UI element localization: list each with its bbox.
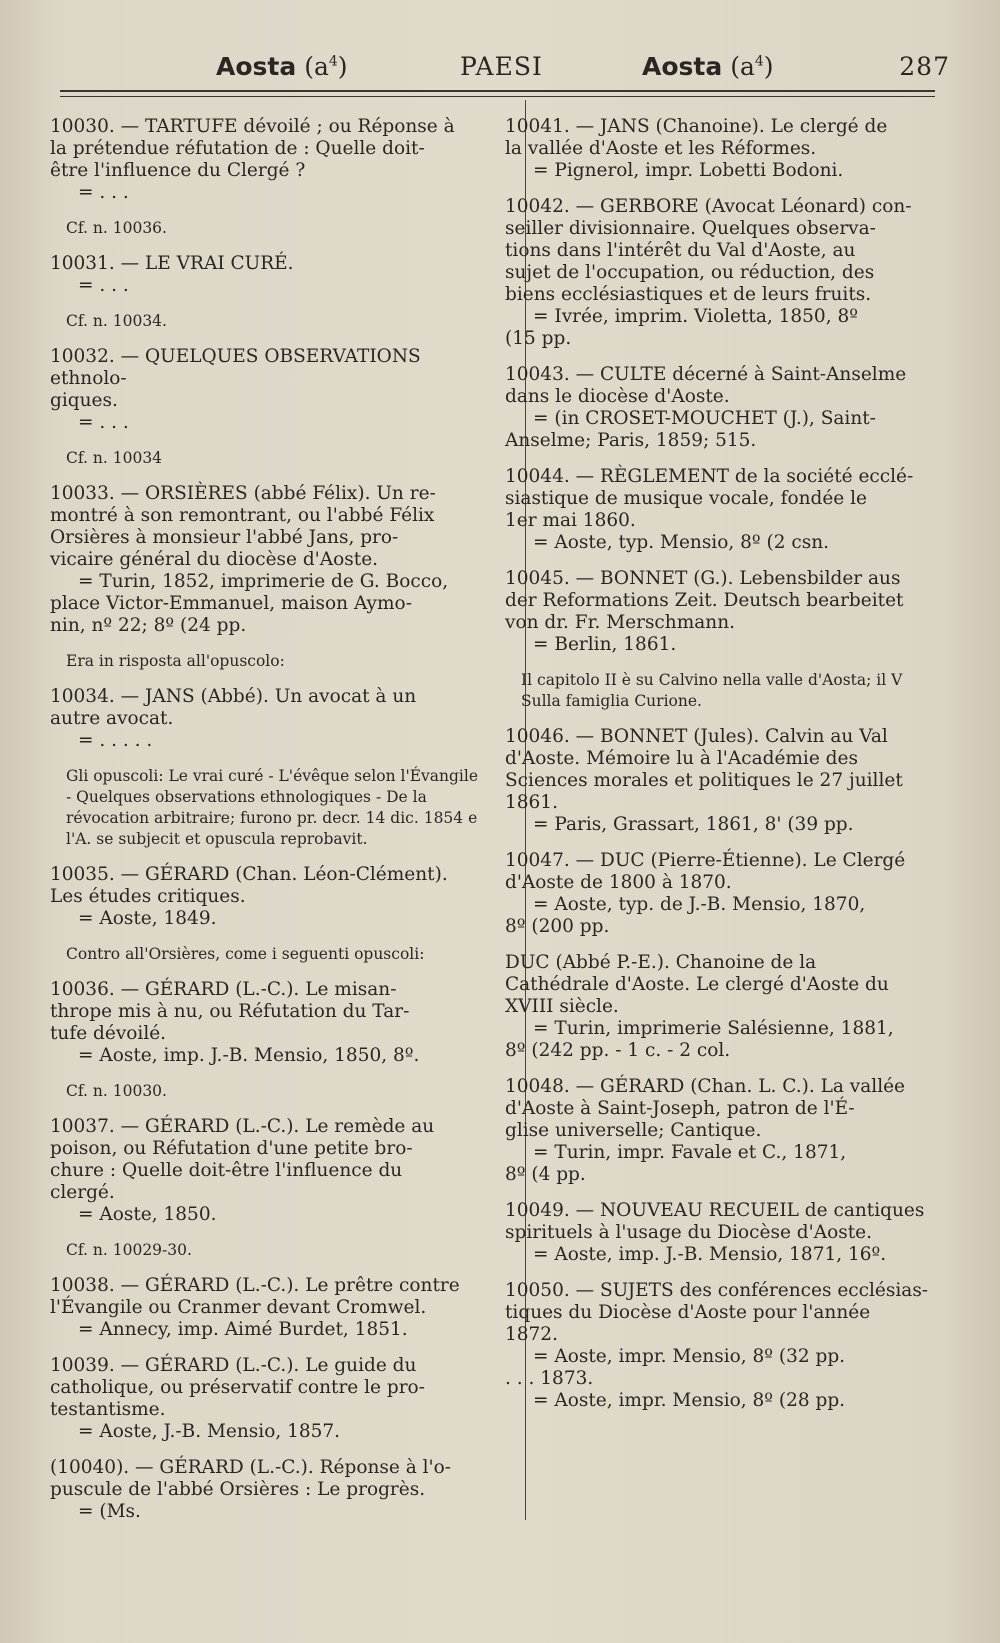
entry-line: Anselme; Paris, 1859; 515. <box>505 430 757 451</box>
entry-line: = Annecy, imp. Aimé Burdet, 1851. <box>78 1319 408 1340</box>
header-left: Aosta $(a^4)$ <box>216 52 348 81</box>
entry-note: Gli opuscoli: Le vrai curé - L'évêque selon l'Évangile - Quelques observations ethnologiques - De la révocation arbitraire; furono pr. decr. 14 dic. 1854 e l'A. se subjecit et opuscula reprobavit. <box>66 767 479 848</box>
bibliography-entry <box>50 116 480 204</box>
bibliography-entry <box>505 466 933 554</box>
bibliography-entry <box>50 483 480 637</box>
entry-line: 10034. — JANS (Abbé). Un avocat à un <box>50 686 417 707</box>
entry-line: seiller divisionnaire. Quelques observa- <box>505 218 876 239</box>
entry-line: . . . 1873. <box>505 1368 594 1389</box>
entry-line: = Pignerol, impr. Lobetti Bodoni. <box>533 160 844 181</box>
entry-line: = . . . <box>78 275 129 296</box>
header-rule <box>60 90 935 92</box>
entry-line: tufe dévoilé. <box>50 1023 167 1044</box>
bibliography-entry <box>505 952 933 1062</box>
entry-line: la vallée d'Aoste et les Réformes. <box>505 138 817 159</box>
left-column <box>50 116 480 1537</box>
header-right: Aosta $(a^4)$ <box>642 52 774 81</box>
entry-line: spirituels à l'usage du Diocèse d'Aoste. <box>505 1222 872 1243</box>
entry-line: 10038. — GÉRARD (L.-C.). Le prêtre contre <box>50 1275 460 1296</box>
entry-line: Les études critiques. <box>50 886 246 907</box>
bibliography-entry <box>505 364 933 452</box>
entry-line: = Aoste, typ. de J.-B. Mensio, 1870, <box>533 894 866 915</box>
entry-line: puscule de l'abbé Orsières : Le progrès. <box>50 1479 426 1500</box>
entry-line: 10035. — GÉRARD (Chan. Léon-Clément). <box>50 864 448 885</box>
entry-note: Cf. n. 10034. <box>66 312 167 330</box>
entry-note: Contro all'Orsières, come i seguenti opuscoli: <box>66 945 425 963</box>
entry-line: DUC (Abbé P.-E.). Chanoine de la <box>505 952 817 973</box>
entry-line: d'Aoste. Mémoire lu à l'Académie des <box>505 748 858 769</box>
entry-line: testantisme. <box>50 1399 166 1420</box>
entry-line: = Aoste, imp. J.-B. Mensio, 1871, 16º. <box>533 1244 887 1265</box>
entry-line: nin, nº 22; 8º (24 pp. <box>50 615 247 636</box>
entry-line: der Reformations Zeit. Deutsch bearbeitet <box>505 590 904 611</box>
bibliography-entry <box>50 1457 480 1523</box>
entry-line: Sciences morales et politiques le 27 juillet <box>505 770 903 791</box>
entry-line: = Turin, 1852, imprimerie de G. Bocco, <box>78 571 449 592</box>
entry-line: = . . . <box>78 182 129 203</box>
entry-line: thrope mis à nu, ou Réfutation du Tar- <box>50 1001 410 1022</box>
entry-line: von dr. Fr. Merschmann. <box>505 612 735 633</box>
entry-line: 10031. — LE VRAI CURÉ. <box>50 253 294 274</box>
entry-line: 1872. <box>505 1324 558 1345</box>
entry-line: giques. <box>50 390 118 411</box>
entry-line: = Turin, imprimerie Salésienne, 1881, <box>533 1018 894 1039</box>
entry-line: 1er mai 1860. <box>505 510 636 531</box>
entry-line: 10041. — JANS (Chanoine). Le clergé de <box>505 116 888 137</box>
bibliography-entry <box>50 253 480 297</box>
bibliography-entry <box>505 850 933 938</box>
bibliography-entry <box>50 1355 480 1443</box>
entry-line: 8º (4 pp. <box>505 1164 586 1185</box>
entry-line: = Aoste, impr. Mensio, 8º (28 pp. <box>533 1390 846 1411</box>
entry-line: autre avocat. <box>50 708 174 729</box>
entry-line: catholique, ou préservatif contre le pro- <box>50 1377 425 1398</box>
bibliography-entry <box>50 1116 480 1226</box>
entry-line: = Berlin, 1861. <box>533 634 677 655</box>
bibliography-entry <box>505 1076 933 1186</box>
entry-line: 10045. — BONNET (G.). Lebensbilder aus <box>505 568 901 589</box>
bibliography-entry <box>50 346 480 434</box>
running-header <box>60 52 950 92</box>
entry-line: = Aoste, typ. Mensio, 8º (2 csn. <box>533 532 829 553</box>
bibliography-entry <box>50 864 480 930</box>
bibliography-entry <box>50 686 480 752</box>
entry-line: = Aoste, imp. J.-B. Mensio, 1850, 8º. <box>78 1045 420 1066</box>
entry-line: (15 pp. <box>505 328 572 349</box>
entry-line: = Aoste, J.-B. Mensio, 1857. <box>78 1421 341 1442</box>
entry-line: = Aoste, 1849. <box>78 908 217 929</box>
entry-line: 10039. — GÉRARD (L.-C.). Le guide du <box>50 1355 417 1376</box>
entry-line: 10042. — GERBORE (Avocat Léonard) con- <box>505 196 912 217</box>
entry-line: tions dans l'intérêt du Val d'Aoste, au <box>505 240 856 261</box>
entry-note: Cf. n. 10030. <box>66 1082 167 1100</box>
entry-line: = (Ms. <box>78 1501 141 1522</box>
entry-line: être l'influence du Clergé ? <box>50 160 306 181</box>
entry-line: = . . . <box>78 412 129 433</box>
entry-line: = Turin, impr. Favale et C., 1871, <box>533 1142 847 1163</box>
entry-line: l'Évangile ou Cranmer devant Cromwel. <box>50 1297 427 1318</box>
entry-line: 10036. — GÉRARD (L.-C.). Le misan- <box>50 979 397 1000</box>
bibliography-entry <box>505 1280 933 1412</box>
entry-line: 8º (200 pp. <box>505 916 610 937</box>
entry-line: 10046. — BONNET (Jules). Calvin au Val <box>505 726 888 747</box>
entry-line: 10032. — QUELQUES OBSERVATIONS ethnolo- <box>50 346 421 389</box>
entry-line: poison, ou Réfutation d'une petite bro- <box>50 1138 413 1159</box>
bibliography-entry <box>50 979 480 1067</box>
entry-line: 10043. — CULTE décerné à Saint-Anselme <box>505 364 907 385</box>
entry-line: dans le diocèse d'Aoste. <box>505 386 730 407</box>
entry-note: Era in risposta all'opuscolo: <box>66 652 285 670</box>
bibliography-entry <box>505 726 933 836</box>
bibliography-entry <box>50 1275 480 1341</box>
entry-line: place Victor-Emmanuel, maison Aymo- <box>50 593 412 614</box>
entry-line: = (in CROSET-MOUCHET (J.), Saint- <box>533 408 876 429</box>
entry-line: la prétendue réfutation de : Quelle doit- <box>50 138 425 159</box>
entry-line: d'Aoste à Saint-Joseph, patron de l'É- <box>505 1098 855 1119</box>
entry-line: glise universelle; Cantique. <box>505 1120 762 1141</box>
entry-line: chure : Quelle doit-être l'influence du <box>50 1160 403 1181</box>
right-column <box>505 116 933 1426</box>
entry-line: 8º (242 pp. - 1 c. - 2 col. <box>505 1040 731 1061</box>
entry-line: XVIII siècle. <box>505 996 619 1017</box>
entry-line: = Ivrée, imprim. Violetta, 1850, 8º <box>533 306 858 327</box>
entry-line: = Aoste, impr. Mensio, 8º (32 pp. <box>533 1346 846 1367</box>
bibliography-entry <box>505 196 933 350</box>
entry-line: 10049. — NOUVEAU RECUEIL de cantiques <box>505 1200 925 1221</box>
entry-line: = Paris, Grassart, 1861, 8' (39 pp. <box>533 814 854 835</box>
entry-line: biens ecclésiastiques et de leurs fruits. <box>505 284 872 305</box>
entry-note: Cf. n. 10034 <box>66 449 163 467</box>
entry-line: 10047. — DUC (Pierre-Étienne). Le Clergé <box>505 850 906 871</box>
entry-note: Il capitolo II è su Calvino nella valle d'Aosta; il V Sulla famiglia Curione. <box>521 671 903 710</box>
entry-line: 10033. — ORSIÈRES (abbé Félix). Un re- <box>50 483 436 504</box>
entry-line: 10030. — TARTUFE dévoilé ; ou Réponse à <box>50 116 455 137</box>
entry-line: Cathédrale d'Aoste. Le clergé d'Aoste du <box>505 974 889 995</box>
entry-line: 10044. — RÈGLEMENT de la société ecclé- <box>505 466 914 487</box>
entry-note: Cf. n. 10029-30. <box>66 1241 192 1259</box>
entry-line: 10050. — SUJETS des conférences ecclésias- <box>505 1280 929 1301</box>
bibliography-entry <box>505 568 933 656</box>
entry-line: sujet de l'occupation, ou réduction, des <box>505 262 875 283</box>
entry-line: 1861. <box>505 792 558 813</box>
entry-line: Orsières à monsieur l'abbé Jans, pro- <box>50 527 399 548</box>
entry-line: montré à son remontrant, ou l'abbé Félix <box>50 505 435 526</box>
bibliography-entry <box>505 116 933 182</box>
page-number: 287 <box>899 52 950 81</box>
entry-line: 10048. — GÉRARD (Chan. L. C.). La vallée <box>505 1076 906 1097</box>
entry-line: (10040). — GÉRARD (L.-C.). Réponse à l'o- <box>50 1457 452 1478</box>
entry-line: = . . . . . <box>78 730 153 751</box>
entry-line: siastique de musique vocale, fondée le <box>505 488 867 509</box>
entry-line: vicaire général du diocèse d'Aoste. <box>50 549 379 570</box>
entry-line: = Aoste, 1850. <box>78 1204 217 1225</box>
bibliography-entry <box>505 1200 933 1266</box>
header-rule-thin <box>60 96 935 97</box>
entry-line: tiques du Diocèse d'Aoste pour l'année <box>505 1302 871 1323</box>
entry-note: Cf. n. 10036. <box>66 219 167 237</box>
entry-line: d'Aoste de 1800 à 1870. <box>505 872 732 893</box>
header-center: PAESI <box>460 52 543 81</box>
entry-line: 10037. — GÉRARD (L.-C.). Le remède au <box>50 1116 435 1137</box>
entry-line: clergé. <box>50 1182 115 1203</box>
